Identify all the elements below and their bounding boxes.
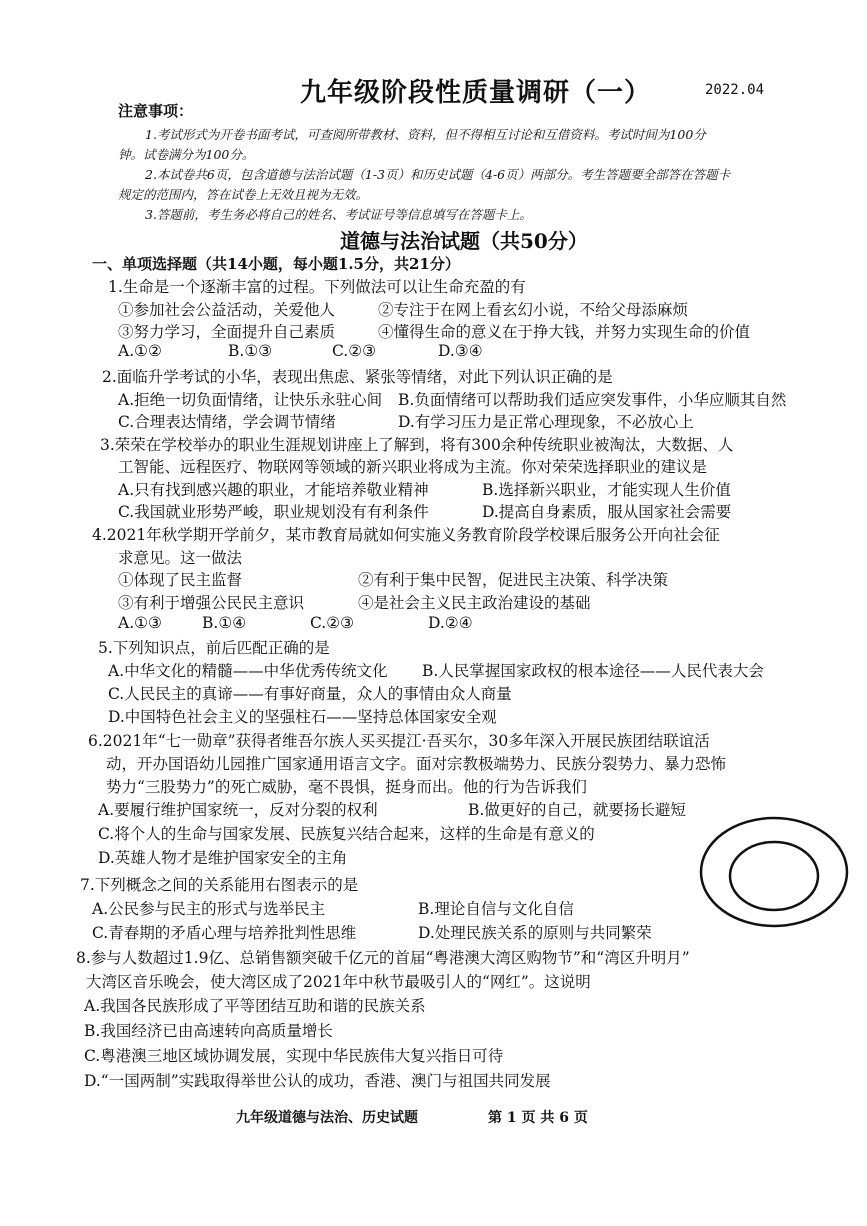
answer-option: B.理论自信与文化自信 [418, 900, 574, 918]
notice-line: 3.答题前，考生务必将自己的姓名、考试证号等信息填写在答题卡上。 [145, 207, 532, 222]
answer-option: D.中国特色社会主义的坚强柱石——坚持总体国家安全观 [108, 708, 497, 726]
answer-option: B.①③ [228, 342, 273, 360]
answer-option: A.公民参与民主的形式与选举民主 [92, 900, 326, 918]
question-stem: 4.2021年秋学期开学前夕，某市教育局就如何实施义务教育阶段学校课后服务公开向社会征 [92, 526, 720, 544]
answer-option: D.③④ [438, 342, 483, 360]
answer-option: B.①④ [202, 614, 247, 632]
option-statement: ①参加社会公益活动，关爱他人 [118, 301, 336, 319]
answer-option: A.中华文化的精髓——中华优秀传统文化 [108, 662, 388, 680]
answer-option: C.人民民主的真谛——有事好商量，众人的事情由众人商量 [108, 685, 512, 703]
option-statement: ②有利于集中民智，促进民主决策、科学决策 [358, 571, 669, 589]
question-stem: 工智能、远程医疗、物联网等领域的新兴职业将成为主流。你对荣荣选择职业的建议是 [118, 458, 708, 476]
answer-option: D.英雄人物才是维护国家安全的主角 [98, 849, 348, 867]
answer-option: C.青春期的矛盾心理与培养批判性思维 [92, 924, 357, 942]
answer-option: A.要履行维护国家统一，反对分裂的权利 [98, 801, 378, 819]
answer-option: A.①③ [118, 614, 162, 632]
question-stem: 6.2021年“七一勋章”获得者维吾尔族人买买提江·吾买尔，30多年深入开展民族团结联谊活 [88, 732, 710, 750]
option-statement: ③努力学习，全面提升自己素质 [118, 323, 336, 341]
answer-option: D.②④ [428, 614, 473, 632]
option-statement: ②专注于在网上看玄幻小说，不给父母添麻烦 [378, 301, 689, 319]
exam-date: 2022.04 [705, 82, 765, 98]
question-stem: 大湾区音乐晚会，使大湾区成了2021年中秋节最吸引人的“网红”。这说明 [86, 973, 591, 991]
question-stem: 动，开办国语幼儿园推广国家通用语言文字。面对宗教极端势力、民族分裂势力、暴力恐怖 [106, 755, 727, 773]
notice-heading: 注意事项： [118, 102, 194, 120]
answer-option: C.我国就业形势严峻，职业规划没有有利条件 [118, 503, 429, 521]
question-stem: 1.生命是一个逐渐丰富的过程。下列做法可以让生命充盈的有 [108, 278, 526, 296]
subject-title: 道德与法治试题（共50分） [340, 229, 588, 253]
option-statement: ④懂得生命的意义在于挣大钱，并努力实现生命的价值 [378, 323, 751, 341]
notice-line: 1.考试形式为开卷书面考试，可查阅所带教材、资料，但不得相互讨论和互借资料。考试时间为100分 [145, 127, 706, 142]
option-statement: ①体现了民主监督 [118, 571, 243, 589]
answer-option: D.有学习压力是正常心理现象，不必放心上 [398, 413, 694, 431]
inner-circle [730, 842, 818, 910]
question-stem: 7.下列概念之间的关系能用右图表示的是 [80, 876, 359, 894]
notice-line: 钟。试卷满分为100分。 [118, 147, 255, 162]
answer-option: B.负面情绪可以帮助我们适应突发事件，小华应顺其自然 [398, 391, 787, 409]
answer-option: C.将个人的生命与国家发展、民族复兴结合起来，这样的生命是有意义的 [98, 825, 595, 843]
answer-option: C.②③ [310, 614, 355, 632]
answer-option: B.选择新兴职业，才能实现人生价值 [482, 481, 731, 499]
answer-option: A.我国各民族形成了平等团结互助和谐的民族关系 [84, 997, 426, 1015]
answer-option: B.做更好的自己，就要扬长避短 [468, 801, 686, 819]
answer-option: B.我国经济已由高速转向高质量增长 [84, 1022, 333, 1040]
answer-option: D.提高自身素质，服从国家社会需要 [482, 503, 732, 521]
answer-option: D.“一国两制”实践取得举世公认的成功，香港、澳门与祖国共同发展 [84, 1072, 551, 1090]
question-stem: 3.荣荣在学校举办的职业生涯规划讲座上了解到，将有300余种传统职业被淘汰，大数据、人 [100, 436, 734, 454]
answer-option: C.②③ [332, 342, 377, 360]
option-statement: ③有利于增强公民民主意识 [118, 594, 305, 612]
footer-page-number: 第 1 页 共 6 页 [488, 1110, 588, 1126]
answer-option: A.拒绝一切负面情绪，让快乐永驻心间 [118, 391, 383, 409]
answer-option: D.处理民族关系的原则与共同繁荣 [418, 924, 652, 942]
option-statement: ④是社会主义民主政治建设的基础 [358, 594, 591, 612]
notice-line: 规定的范围内，答在试卷上无效且视为无效。 [118, 187, 369, 202]
question-stem: 2.面临升学考试的小华，表现出焦虑、紧张等情绪，对此下列认识正确的是 [102, 368, 613, 386]
answer-option: B.人民掌握国家政权的根本途径——人民代表大会 [422, 662, 764, 680]
question-stem: 势力“三股势力”的死亡威胁，毫不畏惧，挺身而出。他的行为告诉我们 [106, 778, 587, 796]
answer-option: A.只有找到感兴趣的职业，才能培养敬业精神 [118, 481, 429, 499]
nested-circles-diagram [694, 810, 854, 930]
question-stem: 5.下列知识点，前后匹配正确的是 [98, 639, 330, 657]
section-heading: 一、单项选择题（共14小题，每小题1.5分，共21分） [92, 255, 460, 273]
answer-option: A.①② [118, 342, 162, 360]
exam-title: 九年级阶段性质量调研（一） [300, 78, 652, 108]
footer-subject: 九年级道德与法治、历史试题 [236, 1110, 418, 1126]
notice-line: 2.本试卷共6页，包含道德与法治试题（1-3页）和历史试题（4-6页）两部分。考生答题要全部答在答题卡 [145, 167, 731, 182]
answer-option: C.粤港澳三地区域协调发展，实现中华民族伟大复兴指日可待 [84, 1047, 504, 1065]
answer-option: C.合理表达情绪，学会调节情绪 [118, 413, 336, 431]
question-stem: 求意见。这一做法 [118, 549, 243, 567]
question-stem: 8.参与人数超过1.9亿、总销售额突破千亿元的首届“粤港澳大湾区购物节”和“湾区升明月” [76, 949, 690, 967]
